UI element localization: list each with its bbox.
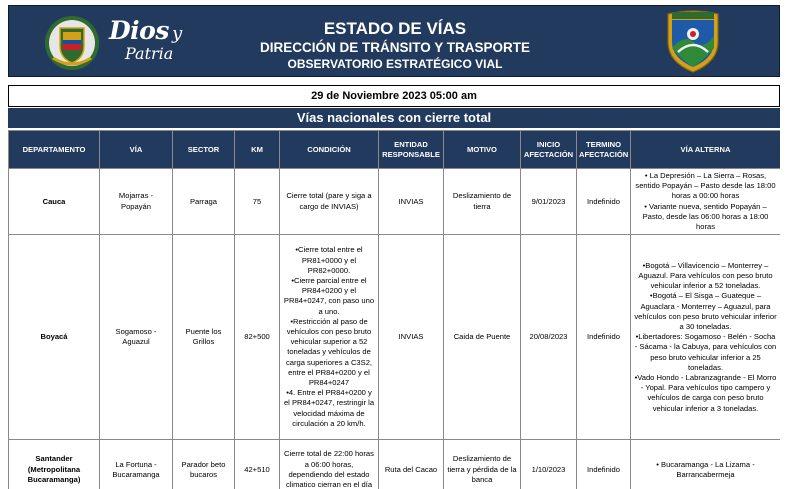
sector-cell: Parador beto bucaros [173,440,235,489]
condicion-line: •Cierre parcial entre el PR84+0200 y el PR84+0247, con paso uno a uno. [283,276,375,316]
termino-cell: Indefinido [577,235,631,440]
sector-cell: Parraga [173,169,235,235]
motivo-cell: Deslizamiento de tierra [444,169,521,235]
motivo-cell: Caida de Puente [444,235,521,440]
departamento-cell: Santander (Metropolitana Bucaramanga) [9,440,100,489]
departamento-cell: Cauca [9,169,100,235]
condicion-cell [280,169,379,235]
via-alterna-line: • Bucaramanga - La Lizama - Barrancabermeja [656,459,755,479]
via-alterna-line: •Bogotá – El Sisga – Guateque – Aguaclara - Monterrey – Aguazul, para vehículos con peso bruto vehicular inferior a 30 toneladas. [634,291,777,331]
departamento-cell: Boyacá [9,235,100,440]
page-subtitle: DIRECCIÓN DE TRÁNSITO Y TRASPORTE [259,40,531,55]
inicio-cell: 1/10/2023 [521,440,577,489]
via-cell: La Fortuna - Bucaramanga [100,440,173,489]
page-frame [8,5,780,489]
column-header: DEPARTAMENTO [9,131,100,169]
condicion-cell [280,235,379,440]
column-header: MOTIVO [444,131,521,169]
inicio-cell: 9/01/2023 [521,169,577,235]
table-row [9,440,781,489]
column-header: TERMINO AFECTACIÓN [577,131,631,169]
via-cell: Mojarras - Popayán [100,169,173,235]
column-header: VÍA ALTERNA [631,131,781,169]
via-alterna-cell [631,440,781,489]
entidad-cell: INVIAS [379,235,444,440]
column-header: INICIO AFECTACIÓN [521,131,577,169]
condicion-line: Cierre total de 22:00 horas a 06:00 horas, dependiendo del estado climatico cierran en el día [284,449,374,489]
sector-cell: Puente los Grillos [173,235,235,440]
via-alterna-cell [631,169,781,235]
condicion-line: •Cierre total entre el PR81+0000 y el PR82+0000. [295,245,363,275]
termino-cell: Indefinido [577,440,631,489]
inicio-cell: 20/08/2023 [521,235,577,440]
via-alterna-line: •Vado Hondo - Labranzagrande - El Morro - Yopal. Para vehículos tipo campero y vehículos de carga con peso bruto vehicular inferior a 3 toneladas. [634,372,777,413]
slogan-dios: Dios y [109,16,182,45]
table-header-row [9,131,781,169]
condicion-line: •4. Entre el PR84+0200 y el PR84+0247, restringir la velocidad máxima de circulación a 20 km/h. [283,388,375,428]
page-header [8,5,780,77]
policia-nacional-transito-shield-icon [664,8,722,74]
entidad-cell: Ruta del Cacao [379,440,444,489]
column-header: VÍA [100,131,173,169]
page-subtitle-2: OBSERVATORIO ESTRATÉGICO VIAL [287,57,503,71]
entidad-cell: INVIAS [379,169,444,235]
via-alterna-line: •Libertadores: Sogamoso - Belén - Socha - Sácama - la Cabuya, para vehículos con peso bruto vehicular inferior a 25 toneladas. [634,332,777,372]
report-date: 29 de Noviembre 2023 05:00 am [8,85,780,107]
km-cell: 75 [235,169,280,235]
condicion-cell [280,440,379,489]
via-cell: Sogamoso - Aguazul [100,235,173,440]
police-shield-icon [43,14,101,72]
road-closures-table [8,130,780,489]
via-alterna-line: • Variante nueva, sentido Popayán – Pasto, desde las 06:00 horas a 18:00 horas [642,201,769,232]
column-header: CONDICIÓN [280,131,379,169]
section-title: Vías nacionales con cierre total [8,108,780,128]
via-alterna-line: •Bogotá – Villavicencio – Monterrey – Aguazul. Para vehículos con peso bruto vehicular inferior a 52 toneladas. [638,260,773,291]
via-alterna-line: • La Depresión – La Sierra – Rosas, sentido Popayán – Pasto desde las 18:00 horas a 00:00 horas [635,171,776,201]
km-cell: 42+510 [235,440,280,489]
motivo-cell: Deslizamiento de tierra y pérdida de la banca [444,440,521,489]
table-row [9,235,781,440]
page-title: ESTADO DE VÍAS [323,19,467,38]
slogan-patria: Patria [125,44,174,63]
column-header: KM [235,131,280,169]
km-cell: 82+500 [235,235,280,440]
via-alterna-cell [631,235,781,440]
table-row [9,169,781,235]
termino-cell: Indefinido [577,169,631,235]
condicion-line: Cierre total (pare y siga a cargo de INVIAS) [286,191,372,211]
column-header: SECTOR [173,131,235,169]
condicion-line: •Restricción al paso de vehículos con peso bruto vehicular superior a 52 toneladas y vehículos de carga superiores a C3S2, entre el PR84+0200 y el PR84+0247 [285,316,373,388]
column-header: ENTIDAD RESPONSABLE [379,131,444,169]
